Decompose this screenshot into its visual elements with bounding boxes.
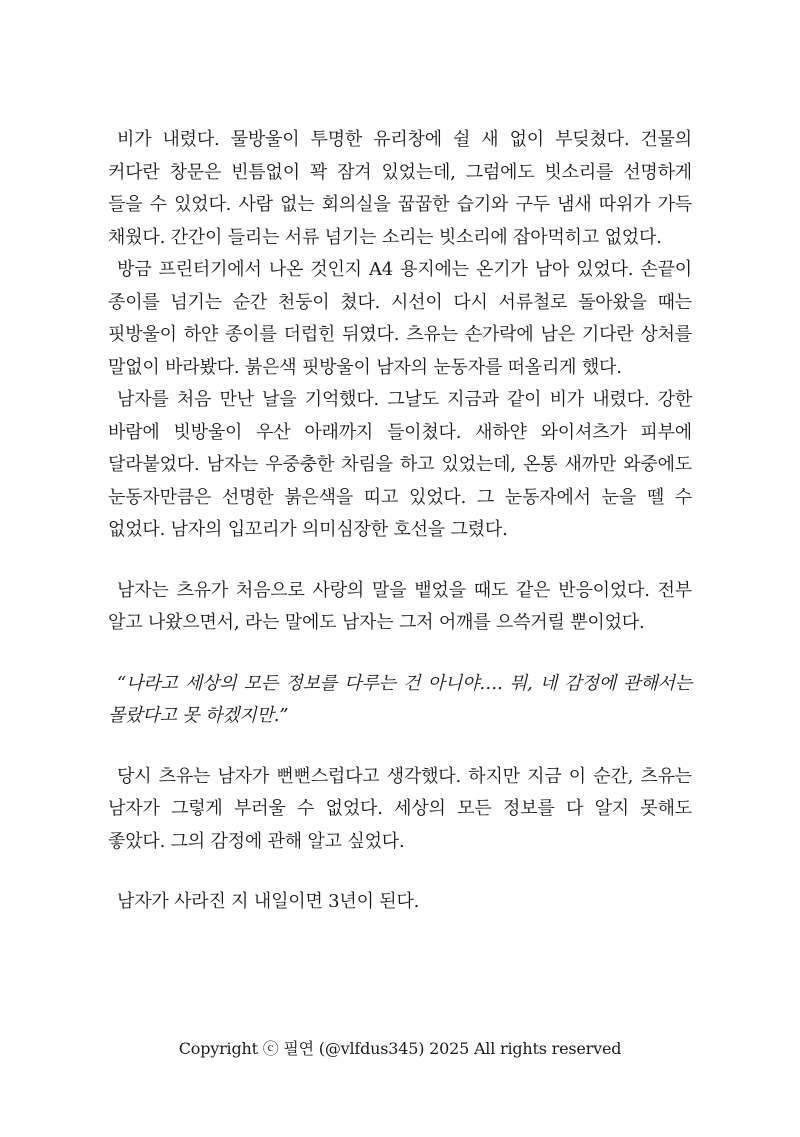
section-break (108, 858, 692, 886)
copyright-notice: Copyright ⓒ 필연 (@vlfdus345) 2025 All rights reserved (178, 1039, 622, 1058)
dialogue-quote: “나라고 세상의 모든 정보를 다루는 건 아니야…. 뭐, 네 감정에 관해서는 몰랐다고 못 하겠지만.” (108, 672, 692, 726)
section-break (108, 547, 692, 575)
paragraph-1: 비가 내렸다. 물방울이 투명한 유리창에 쉴 새 없이 부딪쳤다. 건물의 커다란 창문은 빈틈없이 꽉 잠겨 있었는데, 그럼에도 빗소리를 선명하게 들을 수 있었다. 사람 없는 회의실을 꿉꿉한 습기와 구두 냄새 따위가 가득 채웠다. 간간이 들리는 서류 넘기는 소리는 빗소리에 잡아먹히고 없었다. (108, 129, 692, 248)
paragraph-5: 당시 츠유는 남자가 뻔뻔스럽다고 생각했다. 하지만 지금 이 순간, 츠유는 남자가 그렇게 부러울 수 없었다. 세상의 모든 정보를 다 알지 못해도 좋았다. 그의 감정에 관해 알고 싶었다. (108, 765, 692, 852)
paragraph-4: 남자는 츠유가 처음으로 사랑의 말을 뱉었을 때도 같은 반응이었다. 전부 알고 나왔으면서, 라는 말에도 남자는 그저 어깨를 으쓱거릴 뿐이었다. (108, 579, 692, 633)
paragraph-6: 남자가 사라진 지 내일이면 3년이 된다. (117, 891, 420, 912)
section-break (108, 733, 692, 761)
paragraph-2: 방금 프린터기에서 나온 것인지 A4 용지에는 온기가 남아 있었다. 손끝이 종이를 넘기는 순간 천둥이 쳤다. 시선이 다시 서류철로 돌아왔을 때는 핏방울이 하얀 종이를 더럽힌 뒤였다. 츠유는 손가락에 남은 기다란 상처를 말없이 바라봤다. 붉은색 핏방울이 남자의 눈동자를 떠올리게 했다. (108, 259, 692, 378)
story-body (108, 124, 692, 919)
section-break (108, 640, 692, 668)
paragraph-3: 남자를 처음 만난 날을 기억했다. 그날도 지금과 같이 비가 내렸다. 강한 바람에 빗방울이 우산 아래까지 들이쳤다. 새하얀 와이셔츠가 피부에 달라붙었다. 남자는 우중충한 차림을 하고 있었는데, 온통 새까만 와중에도 눈동자만큼은 선명한 붉은색을 띠고 있었다. 그 눈동자에서 눈을 뗄 수 없었다. 남자의 입꼬리가 의미심장한 호선을 그렸다. (108, 389, 692, 540)
